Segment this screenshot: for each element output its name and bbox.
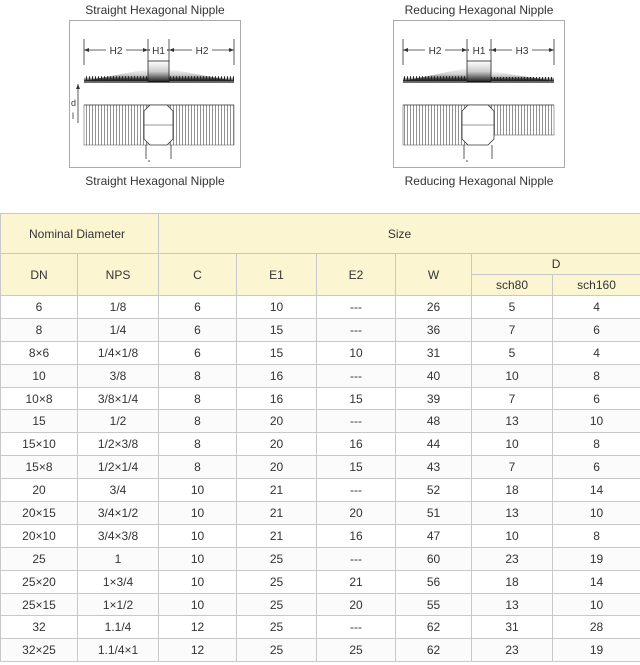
cell-c: 8 xyxy=(159,410,237,433)
cell-dn: 25×15 xyxy=(1,593,78,616)
table-row xyxy=(1,547,640,570)
cell-sch160: 28 xyxy=(553,616,640,639)
table-row xyxy=(1,410,640,433)
cell-e2: --- xyxy=(317,479,396,502)
header-sch80: sch80 xyxy=(472,275,553,296)
cell-c: 8 xyxy=(159,456,237,479)
cell-sch160: 19 xyxy=(553,547,640,570)
header-nps: NPS xyxy=(78,254,159,296)
cell-e1: 16 xyxy=(237,387,317,410)
cell-w: 52 xyxy=(396,479,472,502)
table-row xyxy=(1,364,640,387)
cell-nps: 3/4×3/8 xyxy=(78,524,159,547)
cell-w: 51 xyxy=(396,502,472,525)
cell-sch160: 8 xyxy=(553,433,640,456)
cell-sch160: 14 xyxy=(553,479,640,502)
cell-w: 47 xyxy=(396,524,472,547)
cell-sch160: 10 xyxy=(553,410,640,433)
table-row xyxy=(1,593,640,616)
figure-title-top: Reducing Hexagonal Nipple xyxy=(404,3,554,17)
cell-dn: 20×15 xyxy=(1,502,78,525)
table-row xyxy=(1,502,640,525)
table-row xyxy=(1,616,640,639)
cell-sch80: 5 xyxy=(472,341,553,364)
header-d: D xyxy=(472,254,640,275)
cell-dn: 20 xyxy=(1,479,78,502)
cell-dn: 32×25 xyxy=(1,639,78,662)
cell-dn: 6 xyxy=(1,296,78,319)
cell-dn: 10 xyxy=(1,364,78,387)
cell-e1: 10 xyxy=(237,296,317,319)
cell-sch80: 10 xyxy=(472,524,553,547)
cell-sch80: 23 xyxy=(472,639,553,662)
dim-label-h3: H3 xyxy=(515,46,529,57)
reducing-nipple-drawing xyxy=(394,21,564,167)
header-dn: DN xyxy=(1,254,78,296)
figure-frame xyxy=(69,20,241,168)
cell-nps: 1 xyxy=(78,547,159,570)
cell-c: 10 xyxy=(159,479,237,502)
cell-sch80: 10 xyxy=(472,364,553,387)
cell-sch160: 6 xyxy=(553,456,640,479)
cell-e2: --- xyxy=(317,547,396,570)
header-e2: E2 xyxy=(317,254,396,296)
cell-e1: 25 xyxy=(237,593,317,616)
cell-w: 40 xyxy=(396,364,472,387)
cell-e2: --- xyxy=(317,616,396,639)
cell-nps: 1/2 xyxy=(78,410,159,433)
cell-w: 56 xyxy=(396,570,472,593)
cell-e2: 16 xyxy=(317,433,396,456)
cell-e1: 25 xyxy=(237,616,317,639)
header-e1: E1 xyxy=(237,254,317,296)
cell-e2: 10 xyxy=(317,341,396,364)
dim-label-h2: H2 xyxy=(428,46,442,57)
cell-dn: 15×8 xyxy=(1,456,78,479)
cell-sch160: 6 xyxy=(553,318,640,341)
cell-e1: 21 xyxy=(237,479,317,502)
figure-title-top: Straight Hexagonal Nipple xyxy=(85,3,225,17)
cell-nps: 3/4×1/2 xyxy=(78,502,159,525)
cell-w: 26 xyxy=(396,296,472,319)
cell-sch80: 18 xyxy=(472,570,553,593)
figure-frame xyxy=(393,20,565,168)
cell-dn: 25×20 xyxy=(1,570,78,593)
cell-nps: 1/2×1/4 xyxy=(78,456,159,479)
cell-e1: 25 xyxy=(237,570,317,593)
figure-title-bottom: Reducing Hexagonal Nipple xyxy=(404,174,554,188)
cell-e2: --- xyxy=(317,318,396,341)
cell-e2: --- xyxy=(317,364,396,387)
cell-e1: 20 xyxy=(237,456,317,479)
cell-sch80: 31 xyxy=(472,616,553,639)
cell-e2: 16 xyxy=(317,524,396,547)
cell-sch160: 6 xyxy=(553,387,640,410)
nipple-size-table xyxy=(0,213,640,662)
table-row xyxy=(1,456,640,479)
cell-dn: 32 xyxy=(1,616,78,639)
cell-sch160: 10 xyxy=(553,502,640,525)
cell-sch160: 4 xyxy=(553,296,640,319)
figure-title-bottom: Straight Hexagonal Nipple xyxy=(85,174,225,188)
cell-nps: 3/8×1/4 xyxy=(78,387,159,410)
cell-sch160: 14 xyxy=(553,570,640,593)
cell-sch80: 7 xyxy=(472,318,553,341)
cell-sch80: 13 xyxy=(472,593,553,616)
cell-e1: 21 xyxy=(237,524,317,547)
cell-e2: 20 xyxy=(317,502,396,525)
cell-nps: 1.1/4×1 xyxy=(78,639,159,662)
cell-w: 48 xyxy=(396,410,472,433)
cell-nps: 1/4×1/8 xyxy=(78,341,159,364)
cell-c: 12 xyxy=(159,639,237,662)
cell-w: 62 xyxy=(396,639,472,662)
cell-sch160: 4 xyxy=(553,341,640,364)
straight-nipple-drawing xyxy=(70,21,240,167)
cell-nps: 1/2×3/8 xyxy=(78,433,159,456)
cell-sch160: 8 xyxy=(553,364,640,387)
cell-sch80: 13 xyxy=(472,502,553,525)
cell-w: 44 xyxy=(396,433,472,456)
cell-sch80: 18 xyxy=(472,479,553,502)
cell-e2: --- xyxy=(317,296,396,319)
cell-e1: 25 xyxy=(237,639,317,662)
cell-dn: 15 xyxy=(1,410,78,433)
figure-straight-hexagonal-nipple xyxy=(69,0,241,195)
cell-sch80: 23 xyxy=(472,547,553,570)
dim-label-d: d xyxy=(71,98,77,108)
cell-w: 31 xyxy=(396,341,472,364)
table-row xyxy=(1,479,640,502)
cell-e1: 16 xyxy=(237,364,317,387)
cell-nps: 3/4 xyxy=(78,479,159,502)
cell-e2: 21 xyxy=(317,570,396,593)
cell-sch160: 10 xyxy=(553,593,640,616)
cell-sch80: 10 xyxy=(472,433,553,456)
cell-nps: 1/4 xyxy=(78,318,159,341)
cell-e1: 15 xyxy=(237,341,317,364)
dim-label-h2-right: H2 xyxy=(195,46,209,57)
cell-nps: 1×3/4 xyxy=(78,570,159,593)
cell-e1: 15 xyxy=(237,318,317,341)
cell-e1: 25 xyxy=(237,547,317,570)
cell-e1: 20 xyxy=(237,410,317,433)
cell-sch80: 5 xyxy=(472,296,553,319)
header-c: C xyxy=(159,254,237,296)
cell-sch80: 7 xyxy=(472,387,553,410)
cell-nps: 3/8 xyxy=(78,364,159,387)
cell-w: 36 xyxy=(396,318,472,341)
cell-dn: 25 xyxy=(1,547,78,570)
cell-c: 6 xyxy=(159,318,237,341)
cell-c: 10 xyxy=(159,593,237,616)
table-row xyxy=(1,524,640,547)
cell-sch80: 7 xyxy=(472,456,553,479)
dim-label-h2-left: H2 xyxy=(109,46,123,57)
cell-sch160: 19 xyxy=(553,639,640,662)
cell-c: 10 xyxy=(159,502,237,525)
cell-e2: 20 xyxy=(317,593,396,616)
cell-c: 6 xyxy=(159,341,237,364)
table-row xyxy=(1,570,640,593)
table-row xyxy=(1,296,640,319)
cell-dn: 8 xyxy=(1,318,78,341)
cell-c: 8 xyxy=(159,364,237,387)
cell-c: 10 xyxy=(159,524,237,547)
header-nominal-diameter: Nominal Diameter xyxy=(1,214,159,254)
cell-nps: 1×1/2 xyxy=(78,593,159,616)
table-row xyxy=(1,387,640,410)
cell-dn: 20×10 xyxy=(1,524,78,547)
cell-c: 8 xyxy=(159,433,237,456)
dim-label-h1: H1 xyxy=(472,46,486,57)
cell-c: 12 xyxy=(159,616,237,639)
cell-e1: 21 xyxy=(237,502,317,525)
cell-e1: 20 xyxy=(237,433,317,456)
cell-dn: 15×10 xyxy=(1,433,78,456)
header-sch160: sch160 xyxy=(553,275,640,296)
cell-dn: 8×6 xyxy=(1,341,78,364)
table-row xyxy=(1,433,640,456)
cell-e2: 15 xyxy=(317,387,396,410)
table-row xyxy=(1,318,640,341)
header-size: Size xyxy=(159,214,640,254)
cell-c: 10 xyxy=(159,547,237,570)
cell-nps: 1/8 xyxy=(78,296,159,319)
cell-nps: 1.1/4 xyxy=(78,616,159,639)
cell-c: 6 xyxy=(159,296,237,319)
dim-label-h1: H1 xyxy=(152,46,165,57)
cell-c: 8 xyxy=(159,387,237,410)
dim-label-l: l xyxy=(72,111,74,121)
cell-w: 55 xyxy=(396,593,472,616)
cell-w: 60 xyxy=(396,547,472,570)
cell-w: 43 xyxy=(396,456,472,479)
cell-sch80: 13 xyxy=(472,410,553,433)
table-row xyxy=(1,341,640,364)
cell-e2: 15 xyxy=(317,456,396,479)
cell-e2: 25 xyxy=(317,639,396,662)
cell-dn: 10×8 xyxy=(1,387,78,410)
cell-c: 10 xyxy=(159,570,237,593)
table-row xyxy=(1,639,640,662)
header-w: W xyxy=(396,254,472,296)
cell-w: 39 xyxy=(396,387,472,410)
figure-reducing-hexagonal-nipple xyxy=(393,0,565,195)
cell-w: 62 xyxy=(396,616,472,639)
cell-sch160: 8 xyxy=(553,524,640,547)
cell-e2: --- xyxy=(317,410,396,433)
